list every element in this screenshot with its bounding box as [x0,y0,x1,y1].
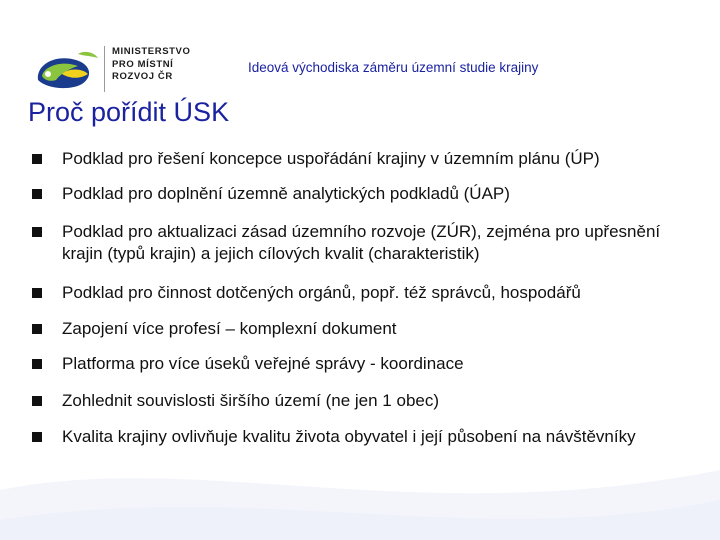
bullet-item [32,426,697,448]
ministry-name [112,46,190,84]
background-decoration [0,360,720,540]
bullet-text: Zohlednit souvislosti širšího území (ne jen 1 obec) [62,391,440,410]
slide-header [0,0,720,96]
bullet-square-icon [32,359,42,369]
bullet-text: Zapojení více profesí – komplexní dokument [62,319,397,338]
bullet-item [32,221,697,265]
bullet-item [32,183,697,205]
header-subtitle: Ideová východiska záměru územní studie krajiny [248,60,539,75]
bullet-square-icon [32,432,42,442]
slide-title: Proč pořídit ÚSK [28,97,230,127]
bullet-text: Platforma pro více úseků veřejné správy - koordinace [62,354,464,373]
bullet-text: Podklad pro řešení koncepce uspořádání krajiny v územním plánu (ÚP) [62,149,600,168]
bullet-item [32,318,697,340]
ministry-line-2: PRO MÍSTNÍ [112,58,174,70]
bullet-text: Podklad pro činnost dotčených orgánů, popř. též správců, hospodářů [62,283,581,302]
logo-divider [104,46,105,92]
bullet-square-icon [32,189,42,199]
bullet-item [32,390,697,412]
bullet-item [32,353,697,375]
bullet-item [32,282,697,304]
bullet-square-icon [32,288,42,298]
bullet-text: Kvalita krajiny ovlivňuje kvalitu života obyvatel i její působení na návštěvníky [62,427,636,446]
bullet-square-icon [32,324,42,334]
ministry-logo [32,46,104,94]
bullet-square-icon [32,227,42,237]
bullet-text: Podklad pro aktualizaci zásad územního rozvoje (ZÚR), zejména pro upřesnění krajin (typů krajin) a jejich cílových kvalit (charakteristik) [62,222,661,263]
ministry-line-3: ROZVOJ ČR [112,71,173,82]
bullet-square-icon [32,154,42,164]
bullet-item [32,148,697,170]
ministry-line-1: MINISTERSTVO [112,46,191,57]
bullet-square-icon [32,396,42,406]
bullet-text: Podklad pro doplnění územně analytických podkladů (ÚAP) [62,184,510,203]
